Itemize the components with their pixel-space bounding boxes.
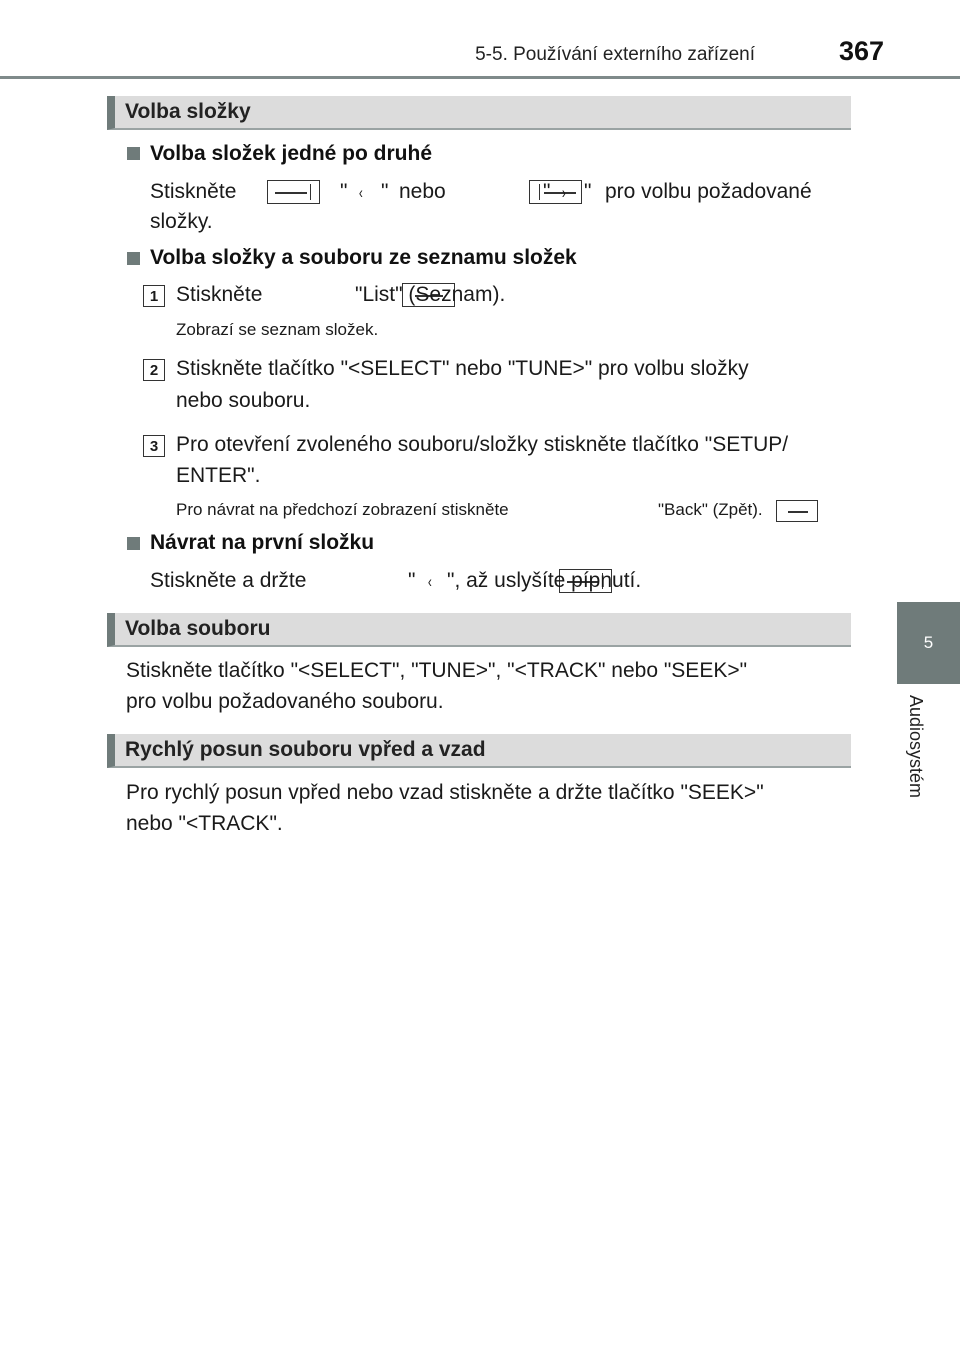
step-1-note: Zobrazí se seznam složek. [176, 320, 379, 339]
back-switch-icon [776, 500, 818, 522]
step-1-text: Stiskněte [176, 283, 263, 306]
running-header: 5-5. Používání externího zařízení [475, 44, 755, 65]
step-3-note: "Back" (Zpět). [658, 500, 763, 519]
subheading-one-by-one: Volba složek jedné po druhé [150, 142, 432, 165]
chapter-tab-label [903, 695, 929, 815]
seek-instruction: nebo "<TRACK". [126, 812, 283, 835]
instruction-text: Stiskněte [150, 180, 237, 203]
instruction-text: složky. [150, 210, 213, 233]
quote-mark: " [381, 180, 389, 203]
quote-mark: " [340, 180, 348, 203]
instruction-text: ", až uslyšíte pípnutí. [447, 569, 642, 592]
chapter-number: 5 [923, 633, 934, 652]
subheading-from-list: Volba složky a souboru ze seznamu složek [150, 246, 577, 269]
bullet-square [127, 537, 140, 550]
page-number: 367 [838, 36, 884, 66]
instruction-text: nebo [399, 180, 446, 203]
chapter-label: Audiosystém [906, 695, 926, 799]
bullet-square [127, 147, 140, 160]
steering-switch-right-icon [529, 180, 582, 204]
chevron-left-icon: ‹ [358, 183, 363, 202]
file-instruction: Stiskněte tlačítko "<SELECT", "TUNE>", "<TRACK" nebo "SEEK>" [126, 659, 748, 682]
section-heading-folder [107, 96, 851, 130]
quote-mark: " [408, 569, 416, 592]
step-number-3: 3 [143, 435, 165, 457]
section-heading-text: Volba souboru [125, 617, 271, 640]
section-heading-file [107, 613, 851, 647]
quote-mark: " [584, 180, 592, 203]
section-heading-text: Rychlý posun souboru vpřed a vzad [125, 738, 486, 761]
step-3-note: Pro návrat na předchozí zobrazení stiskněte [176, 500, 509, 519]
bullet-square [127, 252, 140, 265]
instruction-text: pro volbu požadované [605, 180, 812, 203]
section-heading-seek [107, 734, 851, 768]
step-number-1: 1 [143, 285, 165, 307]
steering-switch-left-icon [267, 180, 320, 204]
seek-instruction: Pro rychlý posun vpřed nebo vzad stiskněte a držte tlačítko "SEEK>" [126, 781, 764, 804]
chevron-left-icon: ‹ [427, 572, 432, 591]
chevron-right-icon: › [561, 183, 566, 202]
step-number-2: 2 [143, 359, 165, 381]
step-2-text: Stiskněte tlačítko "<SELECT" nebo "TUNE>" pro volbu složky [176, 357, 749, 380]
step-3-text: Pro otevření zvoleného souboru/složky stiskněte tlačítko "SETUP/ [176, 433, 789, 456]
header-rule [0, 76, 960, 79]
file-instruction: pro volbu požadovaného souboru. [126, 690, 444, 713]
step-3-text: ENTER". [176, 464, 261, 487]
step-1-text: "List" (Seznam). [355, 283, 506, 306]
instruction-text: Stiskněte a držte [150, 569, 307, 592]
subheading-return-first: Návrat na první složku [150, 531, 375, 554]
section-heading-text: Volba složky [125, 100, 251, 123]
quote-mark: " [543, 180, 551, 203]
chapter-tab [897, 602, 960, 684]
step-2-text: nebo souboru. [176, 389, 311, 412]
